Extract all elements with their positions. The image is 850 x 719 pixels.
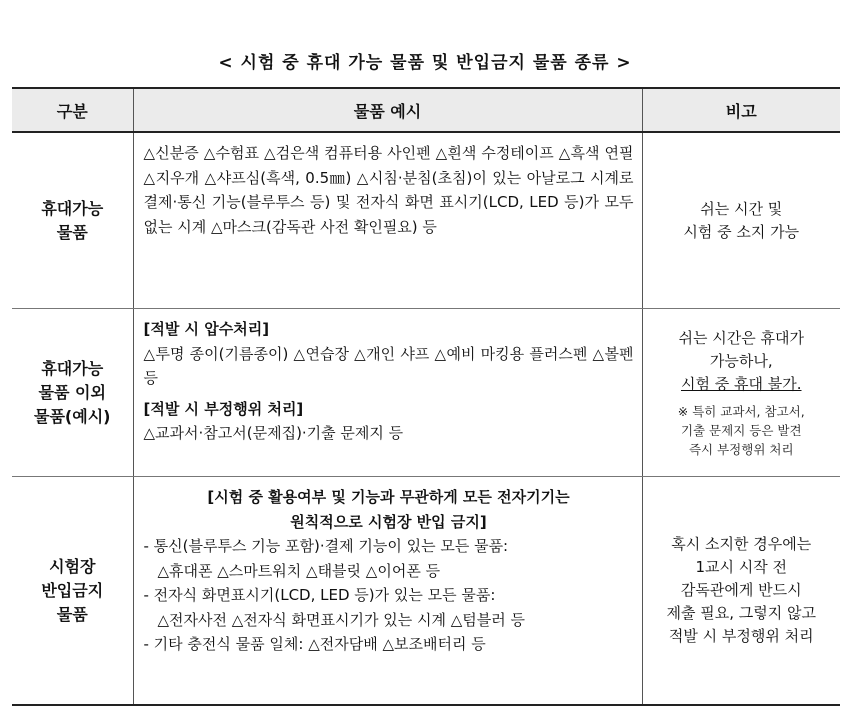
misconduct-heading: [적발 시 부정행위 처리] — [143, 399, 304, 418]
confiscation-heading: [적발 시 압수처리] — [143, 320, 270, 338]
category-line: 물품 — [56, 604, 88, 624]
table-row — [12, 309, 840, 477]
note-cell — [642, 309, 840, 477]
header-examples: 물품 예시 — [133, 88, 642, 132]
confiscation-items: △투명 종이(기름종이) △연습장 △개인 샤프 △예비 마킹용 플러스펜 △볼펜 등 — [143, 344, 634, 387]
note-underlined: 시험 중 휴대 불가. — [680, 374, 802, 393]
category-line: 시험장 — [49, 556, 96, 576]
table-row — [12, 132, 840, 309]
category-line: 휴대가능 — [41, 358, 104, 378]
prohibited-item-sub: △휴대폰 △스마트워치 △태블릿 △이어폰 등 — [157, 561, 441, 580]
examples-cell — [133, 132, 642, 309]
note-line: 감독관에게 반드시 — [680, 581, 802, 599]
category-cell — [12, 477, 133, 706]
table-header-row — [12, 88, 840, 132]
note-line: 가능하나, — [709, 351, 773, 370]
category-line: 물품 — [56, 222, 88, 242]
examples-text: △신분증 △수험표 △검은색 컴퓨터용 사인펜 △흰색 수정테이프 △흑색 연필 △지우개 △샤프심(흑색, 0.5㎜) △시침·분침(초침)이 있는 아날로그 시계로 결제·통신 기능(블루투스 등) 및 전자식 화면 표시기(LCD, LED 등)가 모두 없는 시계 △마스크(감독관 사전 확인필요) 등 — [143, 144, 634, 236]
note-line: 적발 시 부정행위 처리 — [668, 627, 814, 645]
misconduct-items: △교과서·참고서(문제집)·기출 문제지 등 — [143, 424, 404, 442]
note-small-line: ※ 특히 교과서, 참고서, — [677, 403, 805, 419]
header-category: 구분 — [12, 88, 133, 132]
category-cell — [12, 132, 133, 309]
prohibited-item-line: - 통신(블루투스 기능 포함)·결제 기능이 있는 모든 물품: — [143, 537, 509, 555]
category-line: 물품 이외 — [38, 382, 106, 402]
items-table — [12, 87, 840, 706]
prohibited-heading-line: 원칙적으로 시험장 반입 금지] — [290, 512, 487, 531]
prohibited-item-line: - 전자식 화면표시기(LCD, LED 등)가 있는 모든 물품: — [143, 586, 496, 604]
note-small-line: 기출 문제지 등은 발견 — [680, 422, 802, 438]
note-line: 혹시 소지한 경우에는 — [671, 535, 812, 553]
prohibited-item-line: - 기타 충전식 물품 일체: △전자담배 △보조배터리 등 — [143, 635, 486, 653]
table-row — [12, 477, 840, 706]
page-title: < 시험 중 휴대 가능 물품 및 반입금지 물품 종류 > — [218, 53, 632, 73]
note-small-line: 즉시 부정행위 처리 — [688, 441, 794, 457]
note-cell — [642, 477, 840, 706]
note-line: 쉬는 시간 및 — [700, 199, 783, 218]
category-line: 물품(예시) — [34, 406, 111, 426]
note-line: 쉬는 시간은 휴대가 — [678, 328, 804, 347]
note-small — [649, 402, 835, 459]
category-line: 반입금지 — [41, 580, 104, 600]
note-line: 1교시 시작 전 — [695, 558, 788, 576]
examples-cell — [133, 477, 642, 706]
note-cell — [642, 132, 840, 309]
note-line: 제출 필요, 그렇지 않고 — [666, 604, 816, 622]
category-cell — [12, 309, 133, 477]
note-line: 시험 중 소지 가능 — [683, 222, 800, 241]
header-note: 비고 — [642, 88, 840, 132]
prohibited-item-sub: △전자사전 △전자식 화면표시기가 있는 시계 △텀블러 등 — [157, 610, 526, 629]
prohibited-heading-line: [시험 중 활용여부 및 기능과 무관하게 모든 전자기기는 — [207, 488, 570, 506]
category-line: 휴대가능 — [41, 198, 104, 218]
examples-cell — [133, 309, 642, 477]
